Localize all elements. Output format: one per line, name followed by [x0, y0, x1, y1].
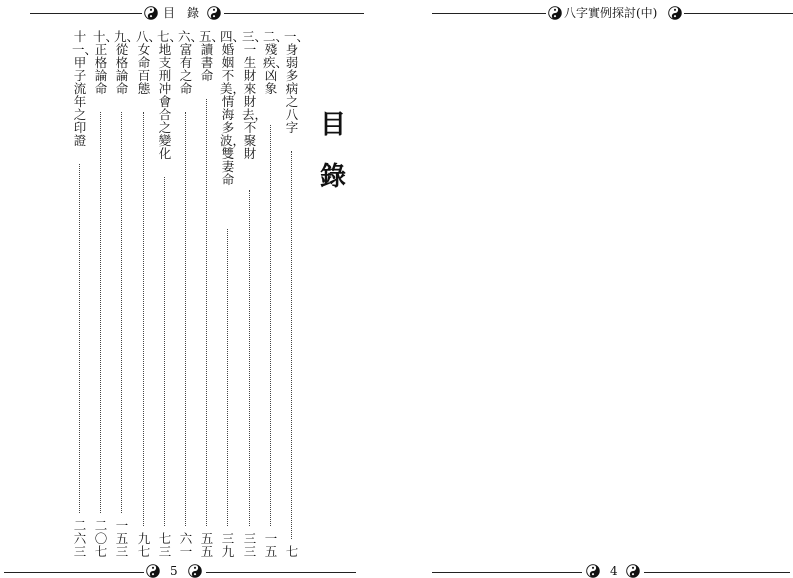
toc-entry-page: 二〇七 [94, 518, 108, 559]
footer-rule-left [432, 572, 582, 573]
toc-leader-dots [164, 177, 165, 526]
footer-rule-left [4, 572, 144, 573]
toc-entry-title: 十一、甲子流年之印證 [72, 29, 98, 148]
toc-entry-title: 六、富有之命 [178, 29, 204, 96]
toc-leader-dots [79, 164, 80, 513]
toc-entry [136, 29, 162, 559]
toc-entry-page: 九七 [137, 531, 151, 559]
page-number: 4 [610, 564, 618, 578]
toc-entry-title: 十、正格論命 [93, 29, 119, 96]
toc-leader-dots [270, 125, 271, 526]
toc-entry [72, 29, 98, 559]
left-page [0, 0, 396, 578]
toc-entry [178, 29, 204, 559]
header-rule-right [224, 13, 364, 14]
toc-leader-dots [249, 190, 250, 526]
toc-entry-title: 二、殘疾、凶象 [263, 29, 289, 96]
toc-entry-title: 三、一生財來財去，不聚財 [242, 29, 268, 161]
toc-entry [220, 29, 246, 559]
yin-yang-icon [548, 6, 562, 20]
yin-yang-icon [144, 6, 158, 20]
toc-leader-dots [227, 229, 228, 526]
toc-entry [242, 29, 268, 559]
header-rule-left [432, 13, 546, 14]
header-title: 目 錄 [163, 6, 200, 20]
toc-big-title-2: 錄 [320, 162, 347, 192]
toc-leader-dots [291, 151, 292, 539]
toc-leader-dots [100, 112, 101, 513]
header-rule-left [30, 13, 142, 14]
toc-entry-page: 六一 [179, 531, 193, 559]
toc-entry [157, 29, 183, 559]
footer-rule-right [644, 572, 790, 573]
toc-entry-page: 一五 [264, 531, 278, 559]
toc-entry-page: 七三 [158, 531, 172, 559]
toc-big-title-1: 目 [320, 110, 347, 140]
yin-yang-icon [146, 564, 160, 578]
toc-entry [114, 29, 140, 559]
toc-entry-title: 一、身弱多病之八字 [284, 29, 310, 135]
toc-entry-page: 二六三 [73, 518, 87, 559]
toc-entry [93, 29, 119, 559]
yin-yang-icon [207, 6, 221, 20]
toc-entry-title: 五、讀書命 [199, 29, 225, 83]
toc-entry-title: 八、女命百態 [136, 29, 162, 96]
yin-yang-icon [668, 6, 682, 20]
toc-leader-dots [206, 99, 207, 526]
footer-rule-right [206, 572, 356, 573]
toc-entry-page: 七 [285, 544, 299, 559]
right-page [396, 0, 793, 578]
toc-entry-title: 七、地支刑冲會合之變化 [157, 29, 183, 161]
yin-yang-icon [626, 564, 640, 578]
toc-leader-dots [143, 112, 144, 526]
yin-yang-icon [586, 564, 600, 578]
header-rule-right [684, 13, 793, 14]
toc-entry [284, 29, 310, 559]
toc-entry [199, 29, 225, 559]
toc-entry-title: 九、從格論命 [114, 29, 140, 96]
toc-entry-page: 三九 [221, 531, 235, 559]
toc-entry-page: 五五 [200, 531, 214, 559]
toc-leader-dots [121, 112, 122, 513]
yin-yang-icon [188, 564, 202, 578]
page-number: 5 [170, 564, 178, 578]
toc-entry-title: 四、婚姻不美，情海多波，雙妻命 [220, 29, 246, 187]
toc-entry-page: 一五三 [115, 518, 129, 559]
header-title: 八字實例探討(中) [564, 6, 658, 20]
toc-leader-dots [185, 112, 186, 526]
toc-entry-page: 三三 [243, 531, 257, 559]
